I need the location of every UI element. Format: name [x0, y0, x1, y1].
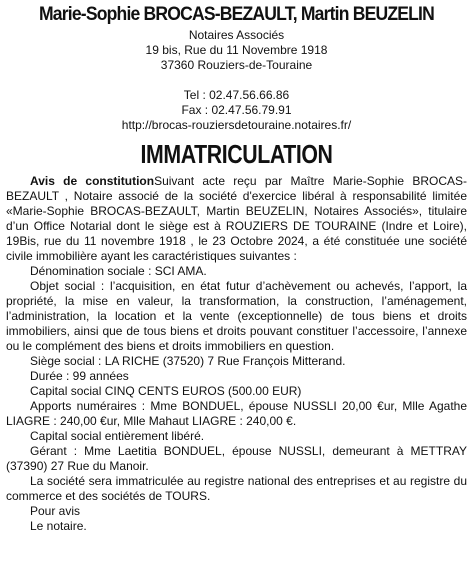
notaries-names: Marie-Sophie BROCAS-BEZAULT, Martin BEUZELIN — [38, 3, 434, 25]
intro-text: Suivant acte reçu par Maître Marie-Sophie BROCAS-BEZAULT , Notaire associé de la société d'exercice libéral à responsabilité limitée «Marie-Sophie BROCAS-BEZAULT, Martin BEUZELIN, Notaires Associés», titulaire d’un Office Notarial dont le siège est à ROUZIERS DE TOURAINE (Indre et Loire), 19Bis, rue du 11 novembre 1918 , le 23 Octobre 2024, a été constituée une société civile immobilière ayant les caractéristiques suivantes : — [6, 174, 467, 263]
fax-number: Fax : 02.47.56.79.91 — [181, 103, 292, 117]
pour-avis-line: Pour avis — [30, 504, 81, 518]
notice-lead: Avis de constitution — [30, 174, 155, 188]
libere-line: Capital social entièrement libéré. — [30, 429, 205, 443]
gerant-paragraph: Gérant : Mme Laetitia BONDUEL, épouse NUSSLI, demeurant à METTRAY (37390) 27 Rue du Manoir. — [6, 444, 467, 473]
city-address: 37360 Rouziers-de-Touraine — [160, 58, 313, 72]
contact-block — [6, 88, 467, 133]
office-address — [6, 28, 467, 73]
signature-line: Le notaire. — [30, 519, 87, 533]
denomination-line: Dénomination sociale : SCI AMA. — [30, 264, 207, 278]
intro-paragraph — [6, 174, 467, 264]
siege-line: Siège social : LA RICHE (37520) 7 Rue François Mitterand. — [30, 354, 346, 368]
capital-line: Capital social CINQ CENTS EUROS (500.00 EUR) — [30, 384, 302, 398]
legal-notice-page — [0, 3, 473, 564]
apports-paragraph: Apports numéraires : Mme BONDUEL, épouse NUSSLI 20,00 €ur, Mlle Agathe LIAGRE : 240,00 €ur, Mlle Mahaut LIAGRE : 240,00 €. — [6, 399, 467, 428]
street-address: 19 bis, Rue du 11 Novembre 1918 — [145, 43, 328, 57]
notice-body — [6, 174, 467, 534]
duree-line: Durée : 99 années — [30, 369, 129, 383]
website-url: http://brocas-rouziersdetouraine.notaires.fr/ — [121, 118, 352, 132]
firm-name: Notaires Associés — [188, 28, 285, 42]
phone-number: Tel : 02.47.56.66.86 — [183, 88, 290, 102]
objet-paragraph: Objet social : l’acquisition, en état futur d’achèvement ou achevés, l’apport, la propriété, la mise en valeur, la transformation, la construction, l’aménagement, l’administration, la location et la vente (exceptionnelle) de tous biens et droits immobiliers, ainsi que de tous biens et droits pouvant constituer l’accessoire, l’annexe ou le complément des biens et droits immobiliers en question. — [6, 279, 467, 353]
registre-paragraph: La société sera immatriculée au registre national des entreprises et au registre du commerce et des sociétés de TOURS. — [6, 474, 467, 503]
section-title: IMMATRICULATION — [140, 139, 333, 169]
